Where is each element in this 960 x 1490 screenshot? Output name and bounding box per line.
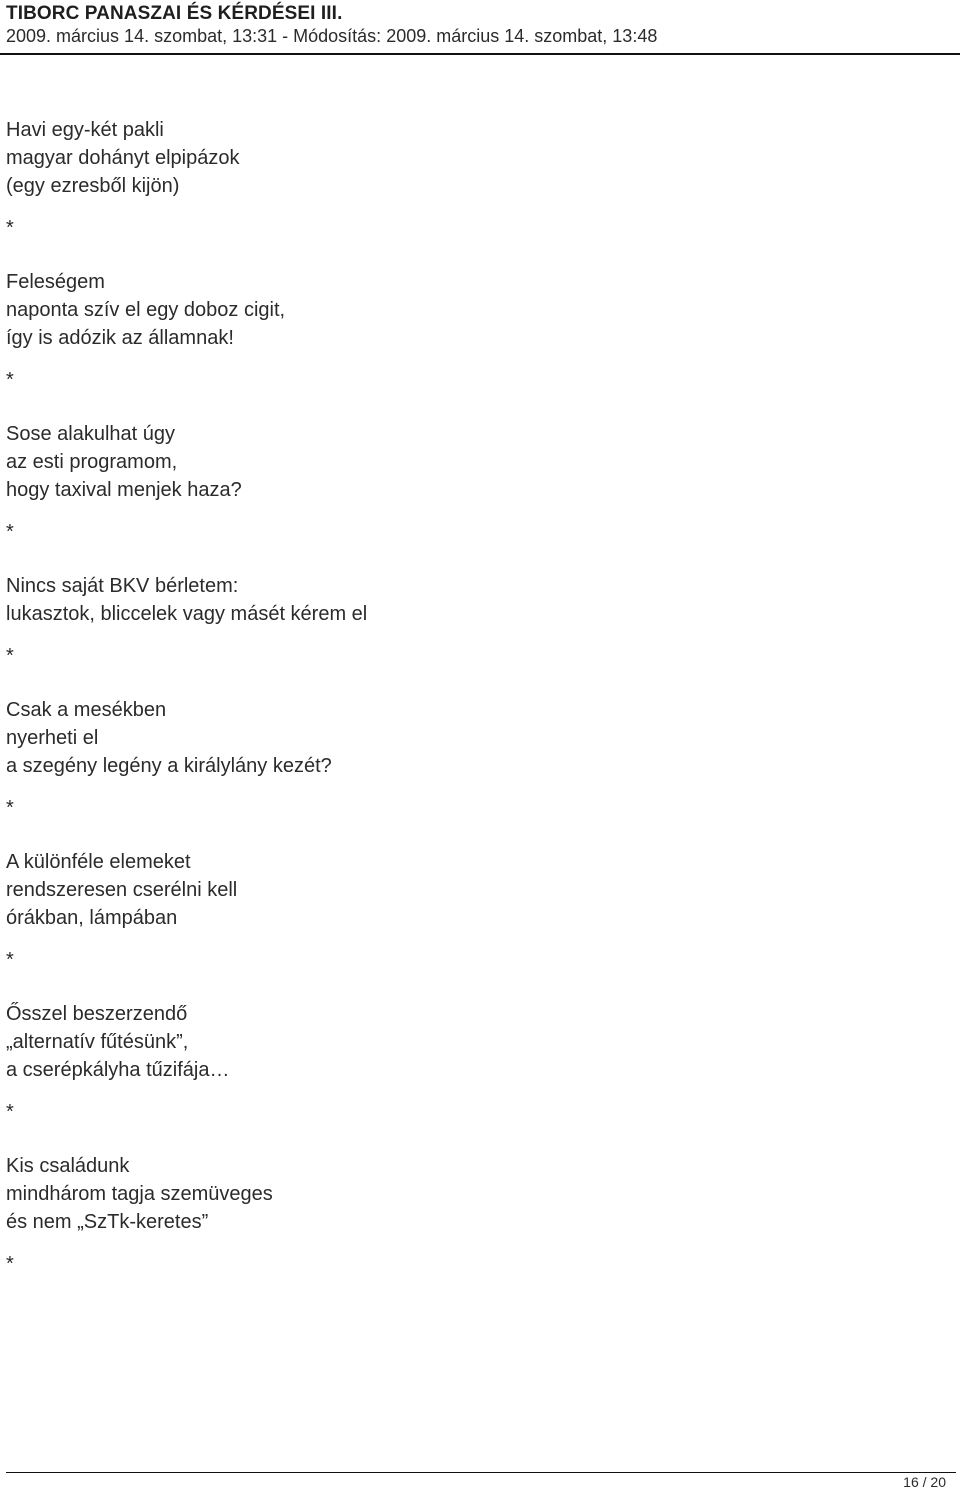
poem-line: az esti programom, (6, 451, 178, 473)
stanza-separator: * (6, 645, 14, 667)
footer-divider (6, 1472, 956, 1473)
stanza-separator: * (6, 1253, 14, 1275)
poem-line: így is adózik az államnak! (6, 327, 234, 349)
page-number: 16 / 20 (903, 1474, 946, 1490)
poem-line: naponta szív el egy doboz cigit, (6, 299, 286, 321)
document-title: TIBORC PANASZAI ÉS KÉRDÉSEI III. (6, 3, 343, 24)
poem-line: órákban, lámpában (6, 907, 178, 929)
stanza (6, 1152, 946, 1236)
document-meta: 2009. március 14. szombat, 13:31 - Módosítás: 2009. március 14. szombat, 13:48 (6, 26, 658, 46)
poem-line: hogy taxival menjek haza? (6, 479, 242, 501)
poem-line: A különféle elemeket (6, 851, 191, 873)
poem-line: és nem „SzTk-keretes” (6, 1211, 209, 1233)
poem-line: Kis családunk (6, 1155, 130, 1177)
stanza (6, 420, 946, 504)
poem-line: Feleségem (6, 271, 105, 293)
stanza (6, 572, 946, 628)
stanza (6, 268, 946, 352)
poem-line: rendszeresen cserélni kell (6, 879, 238, 901)
stanza (6, 848, 946, 932)
poem-line: nyerheti el (6, 727, 99, 749)
stanza (6, 116, 946, 200)
stanza (6, 696, 946, 780)
poem-line: mindhárom tagja szemüveges (6, 1183, 273, 1205)
stanza (6, 1000, 946, 1084)
poem-line: lukasztok, bliccelek vagy másét kérem el (6, 603, 368, 625)
stanza-separator: * (6, 521, 14, 543)
stanza-separator: * (6, 217, 14, 239)
poem-line: Ősszel beszerzendő (6, 1003, 188, 1025)
poem-line: Nincs saját BKV bérletem: (6, 575, 239, 597)
stanza-separator: * (6, 949, 14, 971)
poem-line: Sose alakulhat úgy (6, 423, 176, 445)
document-header (6, 3, 956, 47)
poem-line: Csak a mesékben (6, 699, 167, 721)
poem-line: „alternatív fűtésünk”, (6, 1031, 189, 1053)
stanza-separator: * (6, 369, 14, 391)
poem-line: (egy ezresből kijön) (6, 175, 180, 197)
poem-body (6, 116, 946, 1304)
poem-line: Havi egy-két pakli (6, 119, 164, 141)
header-divider (0, 53, 960, 55)
poem-line: a cserépkályha tűzifája… (6, 1059, 230, 1081)
poem-line: magyar dohányt elpipázok (6, 147, 240, 169)
poem-line: a szegény legény a királylány kezét? (6, 755, 332, 777)
stanza-separator: * (6, 1101, 14, 1123)
stanza-separator: * (6, 797, 14, 819)
